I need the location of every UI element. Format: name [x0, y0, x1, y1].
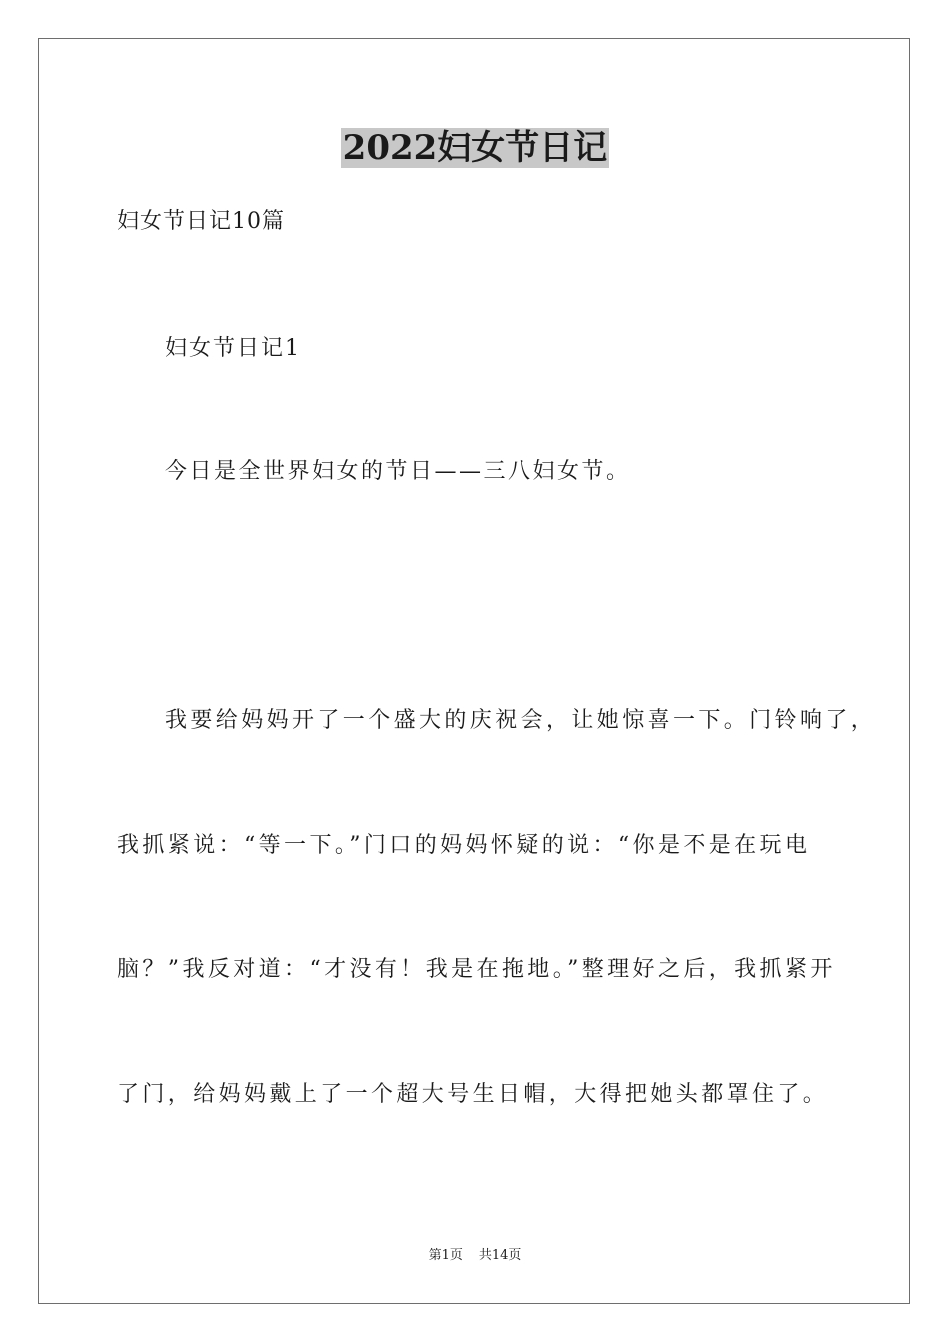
document-title [0, 124, 950, 172]
story-line-3: 脑？”我反对道：“才没有！我是在拖地。”整理好之后，我抓紧开 [117, 957, 836, 982]
page-footer [0, 1246, 950, 1266]
story-line-1: 我要给妈妈开了一个盛大的庆祝会，让她惊喜一下。门铃响了， [165, 708, 877, 733]
document-subtitle: 妇女节日记10篇 [117, 209, 285, 234]
story-line-2: 我抓紧说：“等一下。”门口的妈妈怀疑的说：“你是不是在玩电 [117, 833, 811, 858]
title-highlight: 2022妇女节日记 [342, 128, 608, 168]
entry-heading: 妇女节日记1 [165, 336, 301, 361]
page-number: 第1页 [428, 1248, 463, 1263]
page-total: 共14页 [478, 1248, 522, 1263]
paragraph-intro: 今日是全世界妇女的节日——三八妇女节。 [165, 459, 631, 484]
story-line-4: 了门，给妈妈戴上了一个超大号生日帽，大得把她头都罩住了。 [117, 1082, 829, 1107]
